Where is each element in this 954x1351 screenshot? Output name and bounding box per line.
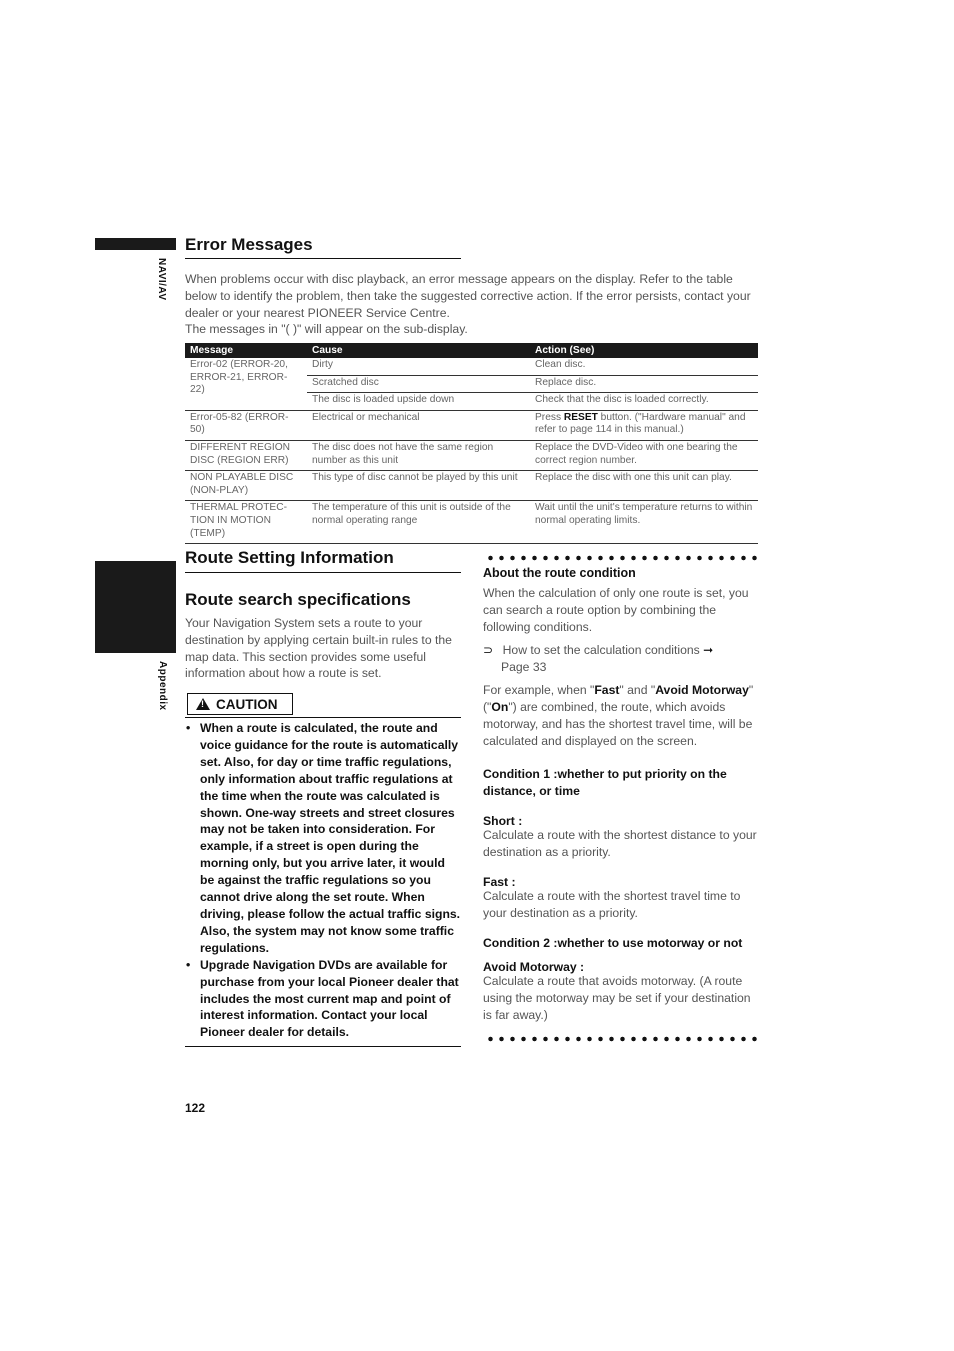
action-text: button. ("Hardware manual" and refer to page 114 in this manual.) bbox=[535, 411, 746, 436]
title-underline bbox=[185, 572, 461, 573]
message-cell: NON PLAYABLE DISC (NON-PLAY) bbox=[185, 471, 307, 501]
action-cell: Replace the disc with one this unit can play. bbox=[530, 471, 758, 501]
action-cell bbox=[530, 410, 758, 440]
example-text: For example, when " bbox=[483, 683, 595, 697]
action-cell: Wait until the unit's temperature returns to within normal operating limits. bbox=[530, 501, 758, 544]
caution-bottom-rule bbox=[185, 1046, 461, 1047]
table-row bbox=[185, 471, 758, 501]
condition-2-heading: Condition 2 :whether to use motorway or not bbox=[483, 936, 743, 950]
caution-bullet-text: Upgrade Navigation DVDs are available for purchase from your local Pioneer dealer that includes the most current map and point of interest information. Contact your local Pioneer dealer for details. bbox=[200, 957, 459, 1040]
route-condition-title: About the route condition bbox=[483, 566, 636, 580]
cause-cell: Scratched disc bbox=[307, 375, 530, 393]
page-reference bbox=[483, 642, 758, 676]
fast-label: Fast : bbox=[483, 875, 516, 889]
page-number: 122 bbox=[185, 1101, 206, 1115]
error-intro: When problems occur with disc playback, an error message appears on the display. Refer to the table below to identify the problem, then take the suggested corrective action. If the error persists, contact your dealer or your nearest PIONEER Service Centre. bbox=[185, 272, 751, 320]
table-row bbox=[185, 501, 758, 544]
reference-arrow-icon: ⊃ bbox=[483, 643, 494, 657]
header-message: Message bbox=[185, 343, 307, 358]
side-tab-block bbox=[95, 561, 176, 653]
side-label-appendix: Appendix bbox=[157, 661, 168, 711]
condition-1-heading: Condition 1 :whether to put priority on the distance, or time bbox=[483, 767, 727, 798]
caution-rule bbox=[185, 717, 461, 718]
bullet-icon: • bbox=[186, 957, 191, 972]
table-row bbox=[185, 440, 758, 470]
message-cell: THERMAL PROTEC-TION IN MOTION (TEMP) bbox=[185, 501, 307, 544]
cause-cell: Dirty bbox=[307, 358, 530, 375]
message-cell: Error-02 (ERROR-20, ERROR-21, ERROR-22) bbox=[185, 358, 307, 410]
dotted-separator-top bbox=[485, 555, 760, 561]
example-text: " (" bbox=[483, 683, 754, 714]
header-cause: Cause bbox=[307, 343, 530, 358]
header-action: Action (See) bbox=[530, 343, 758, 358]
cause-cell: Electrical or mechanical bbox=[307, 410, 530, 440]
action-cell: Clean disc. bbox=[530, 358, 758, 375]
avoid-motorway-description: Calculate a route that avoids motorway. (A route using the motorway may be set if your destination is far away.) bbox=[483, 974, 751, 1022]
sub-display-note: The messages in "( )" will appear on the sub-display. bbox=[185, 322, 468, 336]
caution-label: CAUTION bbox=[216, 696, 278, 712]
combination-example bbox=[483, 682, 758, 750]
error-table bbox=[185, 343, 758, 544]
example-text: " and " bbox=[619, 683, 656, 697]
fast-description: Calculate a route with the shortest travel time to your destination as a priority. bbox=[483, 889, 741, 920]
warning-triangle-icon bbox=[196, 698, 210, 710]
route-search-intro: Your Navigation System sets a route to your destination by applying certain built-in rules to the map data. This section provides some useful information about how a route is set. bbox=[185, 616, 452, 681]
example-text: ") are combined, the route, which avoids motorway, and has the shortest travel time, will be calculated and displayed on the screen. bbox=[483, 699, 753, 748]
table-row bbox=[185, 410, 758, 440]
action-text: Press bbox=[535, 411, 564, 423]
on-term: On bbox=[491, 699, 509, 714]
fast-term: Fast bbox=[594, 683, 620, 697]
action-cell: Replace disc. bbox=[530, 375, 758, 393]
route-setting-title: Route Setting Information bbox=[185, 548, 394, 567]
route-condition-intro: When the calculation of only one route is set, you can search a route option by combining the following conditions. bbox=[483, 586, 749, 634]
short-label: Short : bbox=[483, 814, 523, 828]
caution-bullet-list bbox=[185, 720, 462, 1041]
message-cell: DIFFERENT REGION DISC (REGION ERR) bbox=[185, 440, 307, 470]
action-cell: Check that the disc is loaded correctly. bbox=[530, 393, 758, 411]
side-label-navi-av: NAVI/AV bbox=[156, 258, 167, 301]
cause-cell: The temperature of this unit is outside of the normal operating range bbox=[307, 501, 530, 544]
action-cell: Replace the DVD-Video with one bearing the correct region number. bbox=[530, 440, 758, 470]
short-description: Calculate a route with the shortest distance to your destination as a priority. bbox=[483, 828, 757, 859]
cause-cell: The disc does not have the same region number as this unit bbox=[307, 440, 530, 470]
table-header-row bbox=[185, 343, 758, 358]
cause-cell: This type of disc cannot be played by this unit bbox=[307, 471, 530, 501]
title-underline bbox=[185, 258, 461, 259]
cause-cell: The disc is loaded upside down bbox=[307, 393, 530, 411]
avoid-motorway-label: Avoid Motorway : bbox=[483, 960, 585, 974]
list-item bbox=[185, 957, 462, 1042]
route-search-title: Route search specifications bbox=[185, 590, 411, 609]
right-arrow-icon: ➞ bbox=[703, 643, 714, 657]
table-row bbox=[185, 358, 758, 375]
dotted-separator-bottom bbox=[485, 1036, 760, 1042]
error-messages-title: Error Messages bbox=[185, 235, 313, 254]
list-item bbox=[185, 720, 462, 957]
avoid-motorway-term: Avoid Motorway bbox=[655, 683, 749, 697]
reference-page[interactable]: Page 33 bbox=[501, 659, 547, 674]
reference-text[interactable]: How to set the calculation conditions bbox=[502, 643, 700, 657]
message-cell: Error-05-82 (ERROR-50) bbox=[185, 410, 307, 440]
bullet-icon: • bbox=[186, 721, 191, 735]
reset-button-name: RESET bbox=[563, 411, 598, 423]
caution-label-box bbox=[187, 693, 293, 715]
side-tab-bar-top bbox=[95, 238, 176, 250]
caution-bullet-text: When a route is calculated, the route and voice guidance for the route is automatically set. Also, for day or time traffic regulations, only information about traffic regulations at the time when the route was calculated is shown. One-way streets and street closures may not be taken into consideration. For example, if a street is open during the morning only, but you arrive later, it would be against the traffic regulations so you cannot drive along the set route. When driving, please follow the actual traffic signs. Also, the system may not know some traffic regulations. bbox=[200, 721, 461, 955]
